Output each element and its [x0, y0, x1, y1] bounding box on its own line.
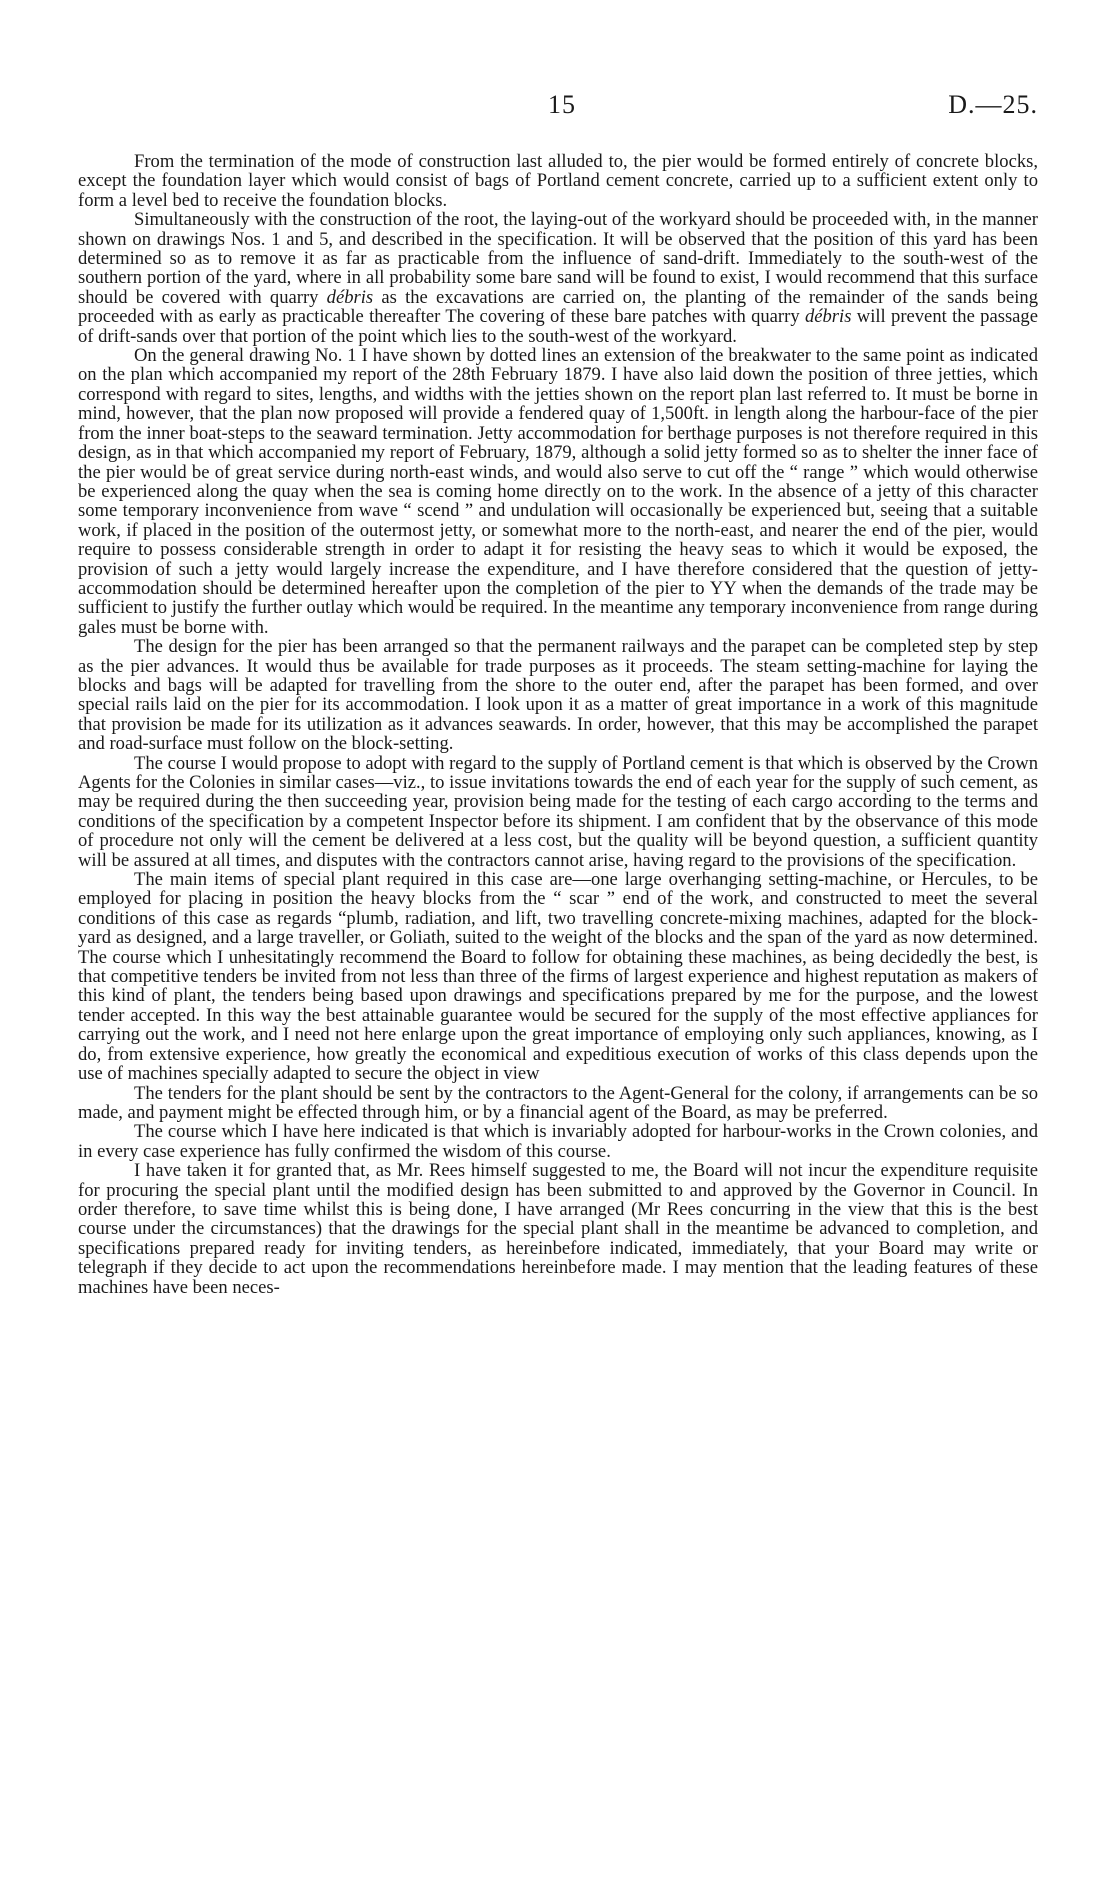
paragraph: The design for the pier has been arranged so that the permanent railways and the parapet can be completed step by step as the pier advances. It would thus be available for trade purposes as it proceeds. The steam setting-machine for laying the blocks and bags will be adapted for travelling from the shore to the outer end, after the parapet has been formed, and over special rails laid on the pier for its accommodation. I look upon it as a matter of great importance in a work of this magnitude that provision be made for its utilization as it advances seawards. In order, however, that this may be accomplished the parapet and road-surface must follow on the block-setting.: [78, 636, 1038, 755]
paragraph: The course which I have here indicated is that which is invariably adopted for harbour-works in the Crown colonies, and in every case experience has fully confirmed the wisdom of this course.: [78, 1121, 1038, 1162]
page-header: [78, 90, 1038, 134]
paragraph: Simultaneously with the construction of the root, the laying-out of the workyard should be proceeded with, in the manner shown on drawings Nos. 1 and 5, and described in the specification. It will be observed that the position of this yard has been determined so as to remove it as far as practicable from the influence of sand-drift. Immediately to the south-west of the southern portion of the yard, where in all probability some bare sand will be found to exist, I would recommend that this surface should be covered with quarry débris as the excavations are carried on, the planting of the remainder of the sands being proceeded with as early as practicable thereafter The covering of these bare patches with quarry débris will prevent the passage of drift-sands over that portion of the point which lies to the south-west of the workyard.: [78, 209, 1039, 347]
paragraph: The main items of special plant required in this case are—one large overhanging setting-machine, or Hercules, to be employed for placing in position the heavy blocks from the “ scar ” end of the work, and constructed to meet the several conditions of this case as regards “plumb, radiation, and lift, two travelling concrete-mixing machines, adapted for the block-yard as designed, and a large traveller, or Goliath, suited to the weight of the blocks and the span of the yard as now determined. The course which I unhesitatingly recommend the Board to follow for obtaining these machines, as being decidedly the best, is that competitive tenders be invited from not less than three of the firms of largest experience and highest reputation as makers of this kind of plant, the tenders being based upon drawings and specifications prepared by me for the purpose, and the lowest tender accepted. In this way the best attainable guarantee would be secured for the supply of the most effective appliances for carrying out the work, and I need not here enlarge upon the great importance of employing only such appliances, knowing, as I do, from extensive experience, how greatly the economical and expeditious execution of works of this class depends upon the use of machines specially adapted to secure the object in view: [78, 869, 1038, 1085]
body-text: [78, 152, 1038, 1297]
paragraph: The course I would propose to adopt with regard to the supply of Portland cement is that which is observed by the Crown Agents for the Colonies in similar cases—viz., to issue invitations towards the end of each year for the supply of such cement, as may be required during the then succeeding year, provision being made for the testing of each cargo according to the terms and conditions of the specification by a competent Inspector before its shipment. I am confident that by the observance of this mode of procedure not only will the cement be delivered at a less cost, but the quality will be beyond question, a sufficient quantity will be assured at all times, and disputes with the contractors cannot arise, having regard to the provisions of the specification.: [78, 752, 1038, 871]
document-reference: D.—25.: [948, 90, 1038, 119]
page-number: 15: [548, 90, 576, 119]
paragraph: From the termination of the mode of construction last alluded to, the pier would be formed entirely of concrete blocks, except the foundation layer which would consist of bags of Portland cement concrete, carried up to a sufficient extent only to form a level bed to receive the foundation blocks.: [78, 151, 1038, 211]
paragraph: The tenders for the plant should be sent by the contractors to the Agent-General for the colony, if arrangements can be so made, and payment might be effected through him, or by a financial agent of the Board, as may be preferred.: [78, 1082, 1038, 1123]
paragraph: On the general drawing No. 1 I have shown by dotted lines an extension of the breakwater to the same point as indicated on the plan which accompanied my report of the 28th February 1879. I have also laid down the position of three jetties, which correspond with regard to sites, lengths, and widths with the jetties shown on the report plan last referred to. It must be borne in mind, however, that the plan now proposed will provide a fendered quay of 1,500ft. in length along the harbour-face of the pier from the inner boat-steps to the seaward termination. Jetty accommodation for berthage purposes is not therefore required in this design, as in that which accompanied my report of February, 1879, although a solid jetty formed so as to shelter the inner face of the pier would be of great service during north-east winds, and would also serve to cut off the “ range ” which would otherwise be experienced along the quay when the sea is coming home directly on to the work. In the absence of a jetty of this character some temporary inconvenience from wave “ scend ” and undulation will occasionally be experienced but, seeing that a suitable work, if placed in the position of the outermost jetty, or somewhat more to the north-east, and nearer the end of the pier, would require to possess considerable strength in order to adapt it for resisting the heavy seas to which it would be exposed, the provision of such a jetty would largely increase the expenditure, and I have therefore considered that the question of jetty-accommodation should be determined hereafter upon the completion of the pier to YY when the demands of the trade may be sufficient to justify the further outlay which would be required. In the meantime any temporary inconvenience from range during gales must be borne with.: [78, 345, 1038, 638]
document-page: [78, 90, 1038, 1297]
paragraph: I have taken it for granted that, as Mr. Rees himself suggested to me, the Board will not incur the expenditure requisite for procuring the special plant until the modified design has been submitted to and approved by the Governor in Council. In order therefore, to save time whilst this is being done, I have arranged (Mr Rees concurring in the view that this is the best course under the circumstances) that the drawings for the special plant shall in the meantime be advanced to completion, and specifications prepared ready for inviting tenders, as hereinbefore indicated, immediately, that your Board may write or telegraph if they decide to act upon the recommendations hereinbefore made. I may mention that the leading features of these machines have been neces-: [78, 1160, 1038, 1298]
